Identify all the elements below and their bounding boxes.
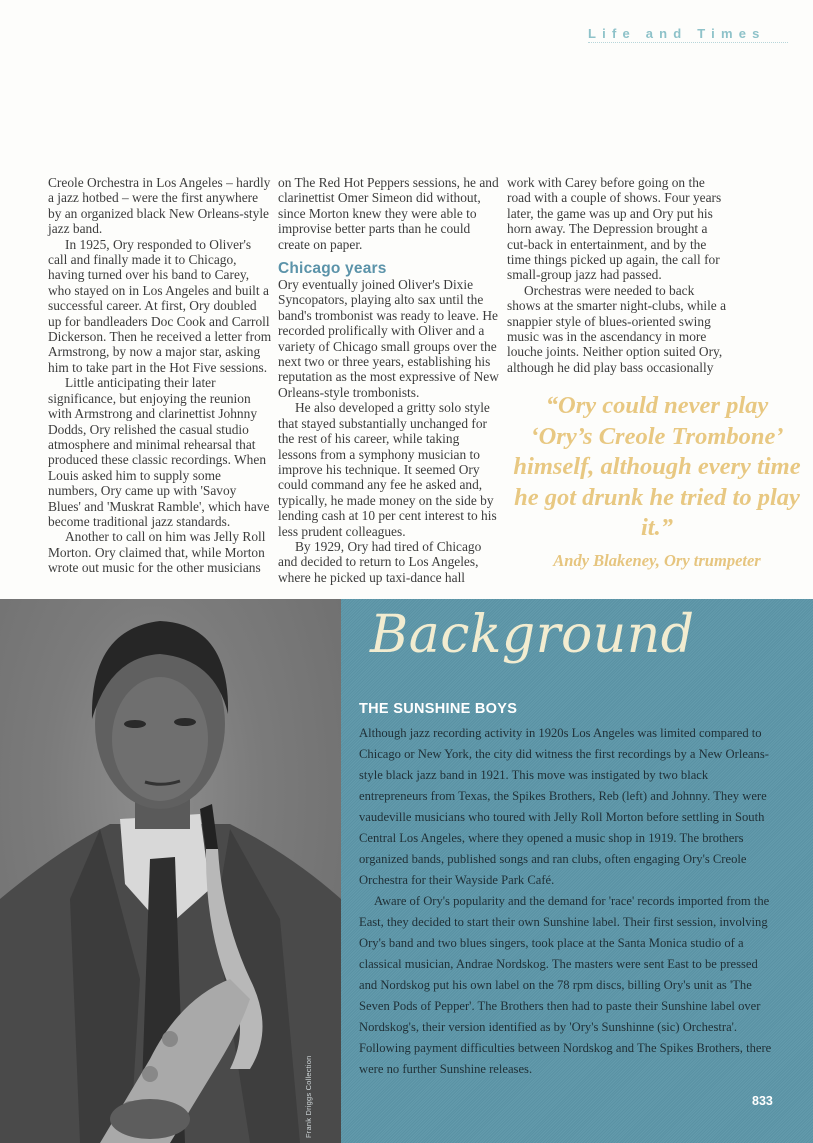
page-number: 833 <box>752 1094 773 1108</box>
portrait-photo <box>0 599 341 1143</box>
pull-quote-attribution: Andy Blakeney, Ory trumpeter <box>553 551 761 570</box>
paragraph: Creole Orchestra in Los Angeles – hardly a jazz hotbed – were the first anywhere by an organized black New Orleans-style jazz band. <box>48 175 271 237</box>
paragraph: Orchestras were needed to back shows at the smarter night-clubs, while a snappier style of blues-oriented swing music was in the ascendancy in more louche joints. Neither option suited Ory, although he did play bass occasionally <box>507 282 727 375</box>
paragraph: Ory eventually joined Oliver's Dixie Syncopators, playing alto sax until the band's trombonist was ready to leave. He recorded prolifically with Oliver and a variety of Chicago small groups over the next two or three years, establishing his reputation as the most expressive of New Orleans-style trombonists. <box>278 277 499 400</box>
sidebar-subtitle: THE SUNSHINE BOYS <box>359 701 518 717</box>
paragraph: Little anticipating their later significance, but enjoying the reunion with Armstrong and clarinettist Johnny Dodds, Ory relished the casual studio atmosphere and minimal rehearsal that produced these classic recordings. When Louis asked him to supply some numbers, Ory came up with 'Savoy Blues' and 'Muskrat Ramble', which have become traditional jazz standards. <box>48 375 270 529</box>
pull-quote: “Ory could never play ‘Ory’s Creole Trombone’ himself, although every time he got drunk he tried to play it.” <box>513 392 801 541</box>
paragraph: Another to call on him was Jelly Roll Morton. Ory claimed that, while Morton wrote out music for the other musicians <box>48 529 266 576</box>
sidebar-body <box>359 723 779 1080</box>
paragraph: on The Red Hot Peppers sessions, he and clarinettist Omer Simeon did without, since Morton knew they were able to improvise better parts than he could create on paper. <box>278 175 499 252</box>
hand-shape <box>110 1099 190 1139</box>
paragraph: He also developed a gritty solo style that stayed substantially unchanged for the rest of his career, while taking lessons from a symphony musician to improve his technique. It seemed Ory could command any fee he asked and, typically, he made money on the side by lending cash at 10 per cent interest to his less prudent colleagues. <box>278 400 497 539</box>
article-column-1 <box>48 175 272 576</box>
paragraph: work with Carey before going on the road with a couple of shows. Four years later, the game was up and Ory put his horn away. The Depression brought a cut-back in entertainment, and by the time things picked up again, the call for small-group jazz had passed. <box>507 175 722 283</box>
background-sidebar <box>341 599 813 1143</box>
paragraph: By 1929, Ory had tired of Chicago and decided to return to Los Angeles, where he picked up taxi-dance hall <box>278 538 482 585</box>
sidebar-title: Background <box>370 605 695 665</box>
subheading-chicago-years: Chicago years <box>278 260 387 278</box>
article-column-3 <box>507 175 731 375</box>
photo-credit: Frank Driggs Collection <box>304 1055 313 1138</box>
paragraph: Although jazz recording activity in 1920s Los Angeles was limited compared to Chicago or New York, the city did witness the first recordings by a New Orleans-style black jazz band in 1921. This move was instigated by two black entrepreneurs from Texas, the Spikes Brothers, Reb (left) and Johnny. They were vaudeville musicians who toured with Jelly Roll Morton before settling in South Central Los Angeles, where they opened a music shop in 1919. The brothers organized bands, published songs and ran clubs, often engaging Ory's Creole Orchestra for their Wayside Park Café. <box>359 726 769 887</box>
article-column-2 <box>278 175 500 585</box>
paragraph: In 1925, Ory responded to Oliver's call and finally made it to Chicago, having turned over his band to Carey, who stayed on in Los Angeles and built a successful career. At first, Ory doubled up for bandleaders Doc Cook and Carroll Dickerson. Then he received a letter from Armstrong, by now a major star, asking him to take part in the Hot Five sessions. <box>48 236 272 375</box>
section-label: Life and Times <box>588 26 788 43</box>
portrait-illustration <box>0 599 341 1143</box>
paragraph: Aware of Ory's popularity and the demand for 'race' records imported from the East, they decided to start their own Sunshine label. Their first session, involving Ory's band and two blues singers, took place at the Santa Monica studio of a classical musician, Andrae Nordskog. The masters were sent East to be pressed and Nordskog put his own label on the 78 rpm discs, billing Ory's unit as 'The Seven Pods of Pepper'. The Brothers then had to paste their Sunshine label over Nordskog's, their version identified as by 'Ory's Sunshinne (sic) Orchestra'. Following payment difficulties between Nordskog and The Spikes Brothers, there were no further Sunshine releases. <box>359 894 772 1076</box>
